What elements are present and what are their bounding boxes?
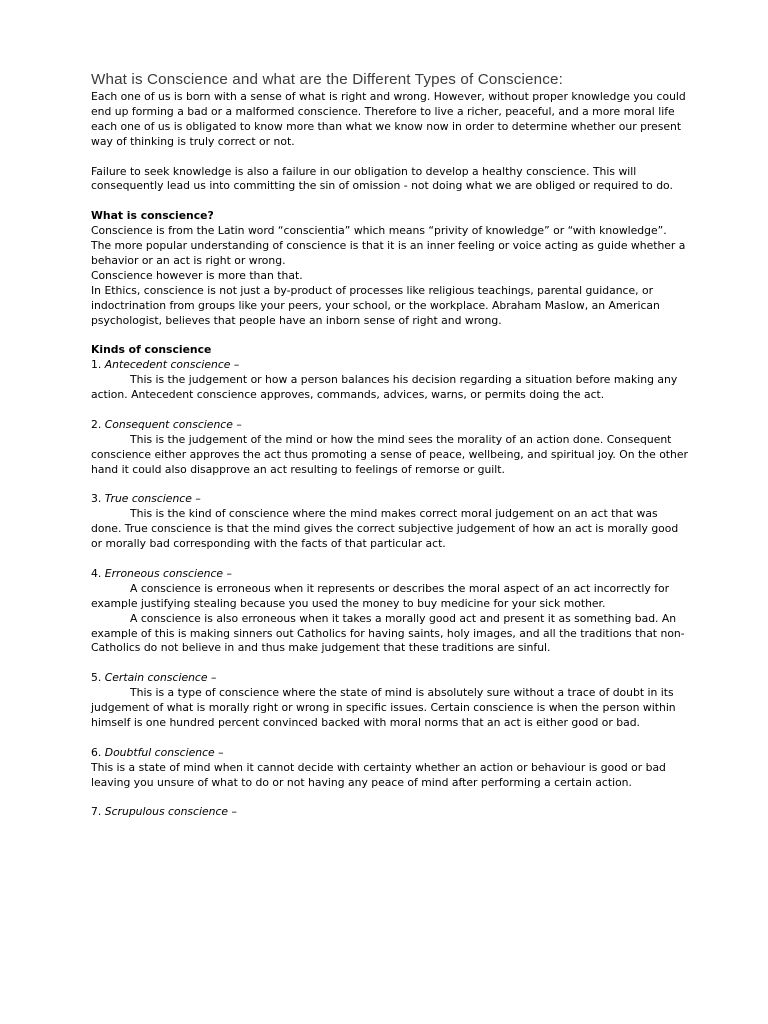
kind-description: This is a state of mind when it cannot decide with certainty whether an action or behaviour is good or bad leaving you unsure of what to do or not having any peace of mind after performing a certain action.: [91, 760, 666, 789]
kind-name: Antecedent conscience: [104, 358, 231, 372]
intro-paragraph: Each one of us is born with a sense of what is right and wrong. However, without proper knowledge you could end up forming a bad or a malformed conscience. Therefore to live a richer, peaceful, and a more moral life each one of us is obligated to know more than what we know now in order to determine whether our present way of thinking is truly correct or not.: [91, 90, 686, 148]
section-heading-kinds: Kinds of conscience: [91, 343, 212, 357]
kind-name: Erroneous conscience: [104, 566, 224, 580]
kind-item: [91, 358, 688, 403]
kind-label: [91, 492, 688, 507]
kind-number: 6.: [91, 745, 102, 759]
kind-number: 2.: [91, 417, 102, 431]
kind-label: [91, 418, 688, 433]
kind-label: [91, 805, 688, 820]
kind-description: This is the kind of conscience where the mind makes correct moral judgement on an act that was done. True conscience is that the mind gives the correct subjective judgement of how an act is morally good or morally bad corresponding with the facts of that particular act.: [91, 507, 679, 551]
kind-item: [91, 805, 688, 820]
kind-name: Certain conscience: [104, 671, 208, 685]
kind-label: [91, 671, 688, 686]
kind-description: This is the judgement or how a person balances his decision regarding a situation before making any action. Antecedent conscience approves, commands, advices, warns, or permits doing the act.: [91, 373, 678, 402]
definition-paragraph: In Ethics, conscience is not just a by-product of processes like religious teachings, parental guidance, or indoctrination from groups like your peers, your school, or the workplace. Abraham Maslow, an American psychologist, believes that people have an inborn sense of right and wrong.: [91, 283, 660, 327]
kind-dash: –: [231, 805, 237, 819]
section-heading-what-is: What is conscience?: [91, 209, 214, 223]
kind-description: A conscience is erroneous when it represents or describes the moral aspect of an act incorrectly for example justifying stealing because you used the money to buy medicine for your sick mother.: [91, 581, 670, 610]
kind-item: [91, 418, 688, 478]
kind-dash: –: [236, 417, 242, 431]
kind-item: [91, 671, 688, 731]
definition-paragraph: Conscience however is more than that.: [91, 268, 303, 282]
definition-paragraph: Conscience is from the Latin word “conscientia” which means “privity of knowledge” or “with knowledge”. The more popular understanding of conscience is that it is an inner feeling or voice acting as guide whether a behavior or an act is right or wrong.: [91, 224, 686, 267]
kinds-list: [91, 358, 688, 820]
document-body: [91, 90, 688, 820]
kind-description: This is the judgement of the mind or how the mind sees the morality of an action done. Consequent conscience either approves the act thus promoting a sense of peace, wellbeing, and spiritual joy. On the other hand it could also disapprove an act resulting to feelings of remorse or guilt.: [91, 432, 688, 476]
kind-number: 4.: [91, 566, 102, 580]
kind-number: 3.: [91, 492, 102, 506]
kind-name: Scrupulous conscience: [104, 805, 229, 819]
kind-item: [91, 567, 688, 656]
kind-label: [91, 358, 688, 373]
kind-description: This is a type of conscience where the state of mind is absolutely sure without a trace of doubt in its judgement of what is morally right or wrong in specific issues. Certain conscience is when the person within himself is one hundred percent convinced backed with moral norms that an act is either good or bad.: [91, 686, 676, 729]
kind-name: Consequent conscience: [104, 417, 233, 431]
kind-name: Doubtful conscience: [104, 745, 215, 759]
kind-label: [91, 746, 688, 761]
kind-dash: –: [195, 492, 201, 506]
document-title: What is Conscience and what are the Different Types of Conscience:: [91, 71, 563, 88]
kind-item: [91, 492, 688, 552]
kind-name: True conscience: [104, 492, 192, 506]
kind-description: A conscience is also erroneous when it takes a morally good act and present it as something bad. An example of this is making sinners out Catholics for having saints, holy images, and all the traditions that non-Catholics do not believe in and thus make judgement that these traditions are sinful.: [91, 611, 685, 655]
kind-number: 1.: [91, 358, 102, 372]
intro-paragraph: Failure to seek knowledge is also a failure in our obligation to develop a healthy conscience. This will consequently lead us into committing the sin of omission - not doing what we are obliged or required to do.: [91, 164, 673, 193]
kind-number: 7.: [91, 805, 102, 819]
kind-item: [91, 746, 688, 791]
kind-number: 5.: [91, 671, 102, 685]
kind-dash: –: [233, 358, 240, 372]
kind-dash: –: [210, 671, 217, 685]
kind-label: [91, 567, 688, 582]
kind-dash: –: [218, 745, 224, 759]
kind-dash: –: [226, 566, 232, 580]
